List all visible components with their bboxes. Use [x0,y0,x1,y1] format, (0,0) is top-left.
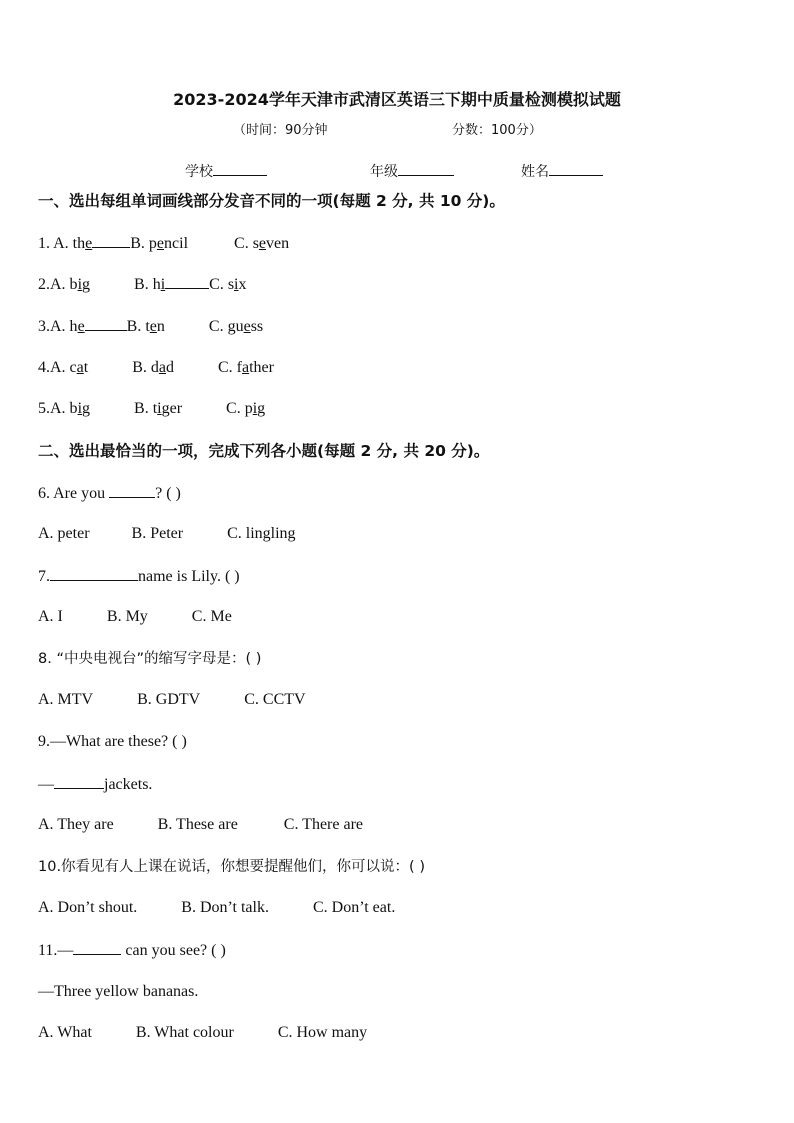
q5-c-tail: g [257,400,266,417]
name-blank[interactable] [549,161,603,176]
section-2-heading: 二、选出最恰当的一项，完成下列各小题(每题 2 分, 共 20 分)。 [38,442,490,460]
q2-underline [165,274,209,289]
q5-option-a: 5.A. b [38,400,78,417]
question-7 [38,566,240,587]
school-label: 学校 [185,164,213,180]
q3-b-tail: n [156,318,165,335]
q1-c-tail: ven [266,235,290,252]
q2-c-tail: x [238,276,247,293]
q5-option-b: B. t [134,400,158,417]
q6-blank[interactable] [109,483,155,498]
q8-options [38,690,306,710]
q2-a-tail: g [82,276,91,293]
q5-c-underlined: i [252,400,258,417]
q6-option-b: B. Peter [131,525,184,542]
q7-number: 7. [38,568,50,585]
q11-options [38,1023,367,1043]
q3-underline [85,316,127,331]
q9-dash: — [38,776,54,793]
q5-b-tail: ger [161,400,183,417]
q2-b-underlined: i [160,276,166,293]
question-5 [38,399,265,419]
q5-option-c: C. p [226,400,253,417]
score-info: 分数：100分） [452,123,542,138]
q4-c-tail: ther [249,359,274,376]
q3-b-underlined: e [149,318,157,335]
q4-b-underlined: a [158,359,166,376]
q4-option-c: C. f [218,359,242,376]
q9-response [38,774,152,795]
q11-stem: can you see? ( ) [121,942,226,959]
q9-blank[interactable] [54,774,104,789]
q9-options [38,815,363,835]
q1-a-underlined: e [85,235,93,252]
name-field [521,161,603,181]
q9-stem: jackets. [104,776,153,793]
grade-label: 年级 [370,164,398,180]
q4-b-tail: d [166,359,174,376]
question-2 [38,274,247,295]
q2-option-c: C. s [209,276,235,293]
q9-option-c: C. There are [283,816,364,833]
question-9: 9.—What are these? ( ) [38,733,187,750]
question-6 [38,483,181,504]
q11-response: —Three yellow bananas. [38,983,199,1000]
q3-option-b: B. t [126,318,150,335]
q11-option-b: B. What colour [135,1024,234,1041]
q7-option-c: C. Me [191,608,232,625]
question-11 [38,940,226,961]
question-4 [38,358,274,378]
time-info: （时间：90分钟 [233,123,328,138]
q4-option-b: B. d [132,359,159,376]
q5-a-tail: g [82,400,91,417]
name-label: 姓名 [521,164,549,180]
question-1 [38,233,289,254]
q4-c-underlined: a [242,359,250,376]
q2-option-a: 2.A. b [38,276,78,293]
q4-option-a: 4.A. c [38,359,77,376]
school-blank[interactable] [213,161,267,176]
q11-number: 11.— [38,942,74,959]
q3-c-tail: ss [250,318,264,335]
page-title: 2023-2024学年天津市武清区英语三下期中质量检测模拟试题 [173,90,621,109]
q6-options [38,524,296,544]
q2-option-b: B. h [134,276,161,293]
q7-blank[interactable] [50,566,138,581]
section-1-heading: 一、选出每组单词画线部分发音不同的一项(每题 2 分, 共 10 分)。 [38,192,505,210]
q1-option-a: 1. A. th [38,235,86,252]
q11-option-c: C. How many [277,1024,368,1041]
school-field [185,161,267,181]
q10-option-c: C. Don’t eat. [312,899,396,916]
q1-b-tail: ncil [164,235,189,252]
q8-option-b: B. GDTV [137,691,201,708]
q3-c-underlined: e [243,318,251,335]
q6-option-c: C. lingling [227,525,296,542]
q1-c-underlined: e [258,235,267,252]
q1-option-c: C. s [234,235,259,252]
q7-stem: name is Lily. ( ) [138,568,240,585]
q1-underline [92,233,130,248]
grade-blank[interactable] [398,161,454,176]
q1-b-underlined: e [156,235,165,252]
q3-option-c: C. gu [208,318,244,335]
q8-option-c: C. CCTV [244,691,306,708]
question-10: 10.你看见有人上课在说话，你想要提醒他们，你可以说：( ) [38,859,425,875]
q7-option-a: A. I [38,608,63,625]
q11-blank[interactable] [73,940,121,955]
q6-option-a: A. peter [38,525,90,542]
q8-option-a: A. MTV [38,691,94,708]
q3-option-a: 3.A. h [38,318,78,335]
q2-c-underlined: i [234,276,239,293]
q10-option-a: A. Don’t shout. [38,899,138,916]
q6-stem: 6. Are you [38,485,110,502]
q5-b-underlined: i [157,400,162,417]
grade-field [370,161,454,181]
q4-a-underlined: a [76,359,84,376]
q11-option-a: A. What [38,1024,92,1041]
q9-option-a: A. They are [38,816,114,833]
question-3 [38,316,263,337]
q10-option-b: B. Don’t talk. [181,899,269,916]
q3-a-underlined: e [77,318,85,335]
q1-option-b: B. p [130,235,157,252]
question-8: 8. “中央电视台”的缩写字母是：( ) [38,651,262,667]
q5-a-underlined: i [77,400,83,417]
q4-a-tail: t [83,359,89,376]
q7-option-b: B. My [106,608,148,625]
q2-a-underlined: i [77,276,83,293]
q6-paren: ? ( ) [155,485,181,502]
q7-options [38,607,232,627]
q10-options [38,898,395,918]
q9-option-b: B. These are [157,816,238,833]
